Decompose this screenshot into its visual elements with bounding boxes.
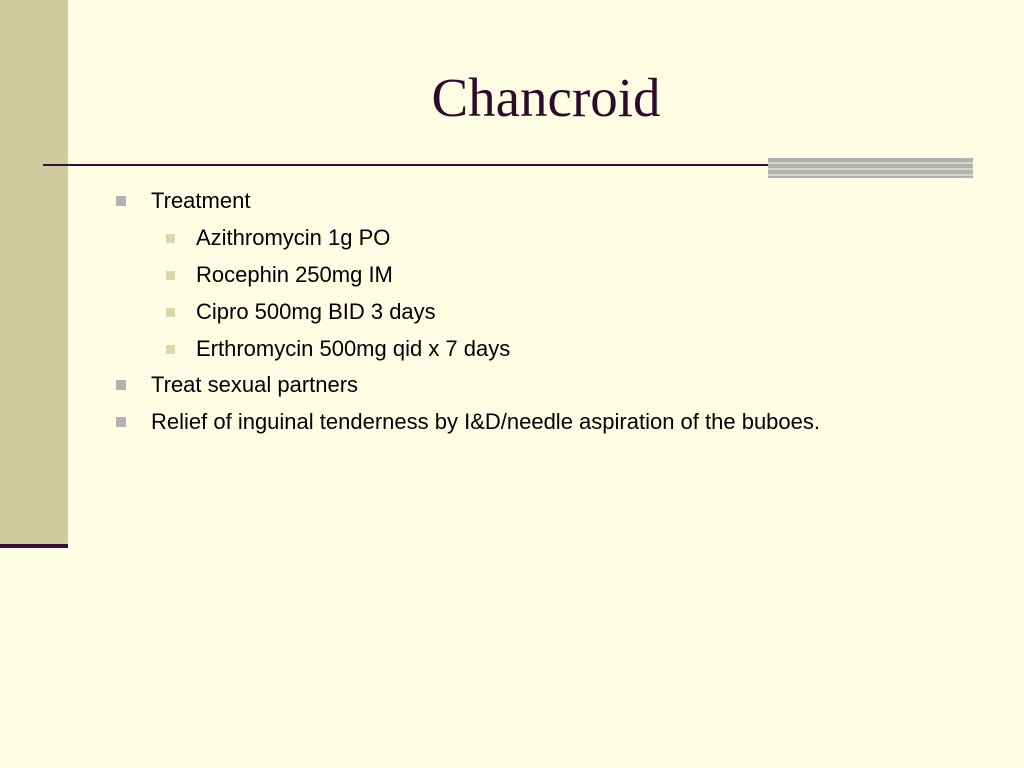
sub-bullet-marker xyxy=(166,234,175,243)
bullet-item-relief: Relief of inguinal tenderness by I&D/needle aspiration of the buboes. xyxy=(151,409,820,434)
bullet-marker xyxy=(116,380,126,390)
bullet-item-treatment: Treatment xyxy=(151,188,251,213)
sub-bullet-item: Erthromycin 500mg qid x 7 days xyxy=(196,336,511,361)
slide-title: Chancroid xyxy=(431,67,661,128)
sub-bullet-marker xyxy=(166,308,175,317)
bullet-marker xyxy=(116,417,126,427)
bullet-item-partners: Treat sexual partners xyxy=(151,372,359,397)
sub-bullet-marker xyxy=(166,271,175,280)
bullet-marker xyxy=(116,196,126,206)
sub-bullet-item: Cipro 500mg BID 3 days xyxy=(196,299,436,324)
side-band-rule xyxy=(0,544,68,548)
sub-bullet-marker xyxy=(166,345,175,354)
accent-bar xyxy=(768,158,973,178)
side-band xyxy=(0,0,68,546)
sub-bullet-item: Rocephin 250mg IM xyxy=(196,262,393,287)
sub-bullet-item: Azithromycin 1g PO xyxy=(196,225,391,250)
